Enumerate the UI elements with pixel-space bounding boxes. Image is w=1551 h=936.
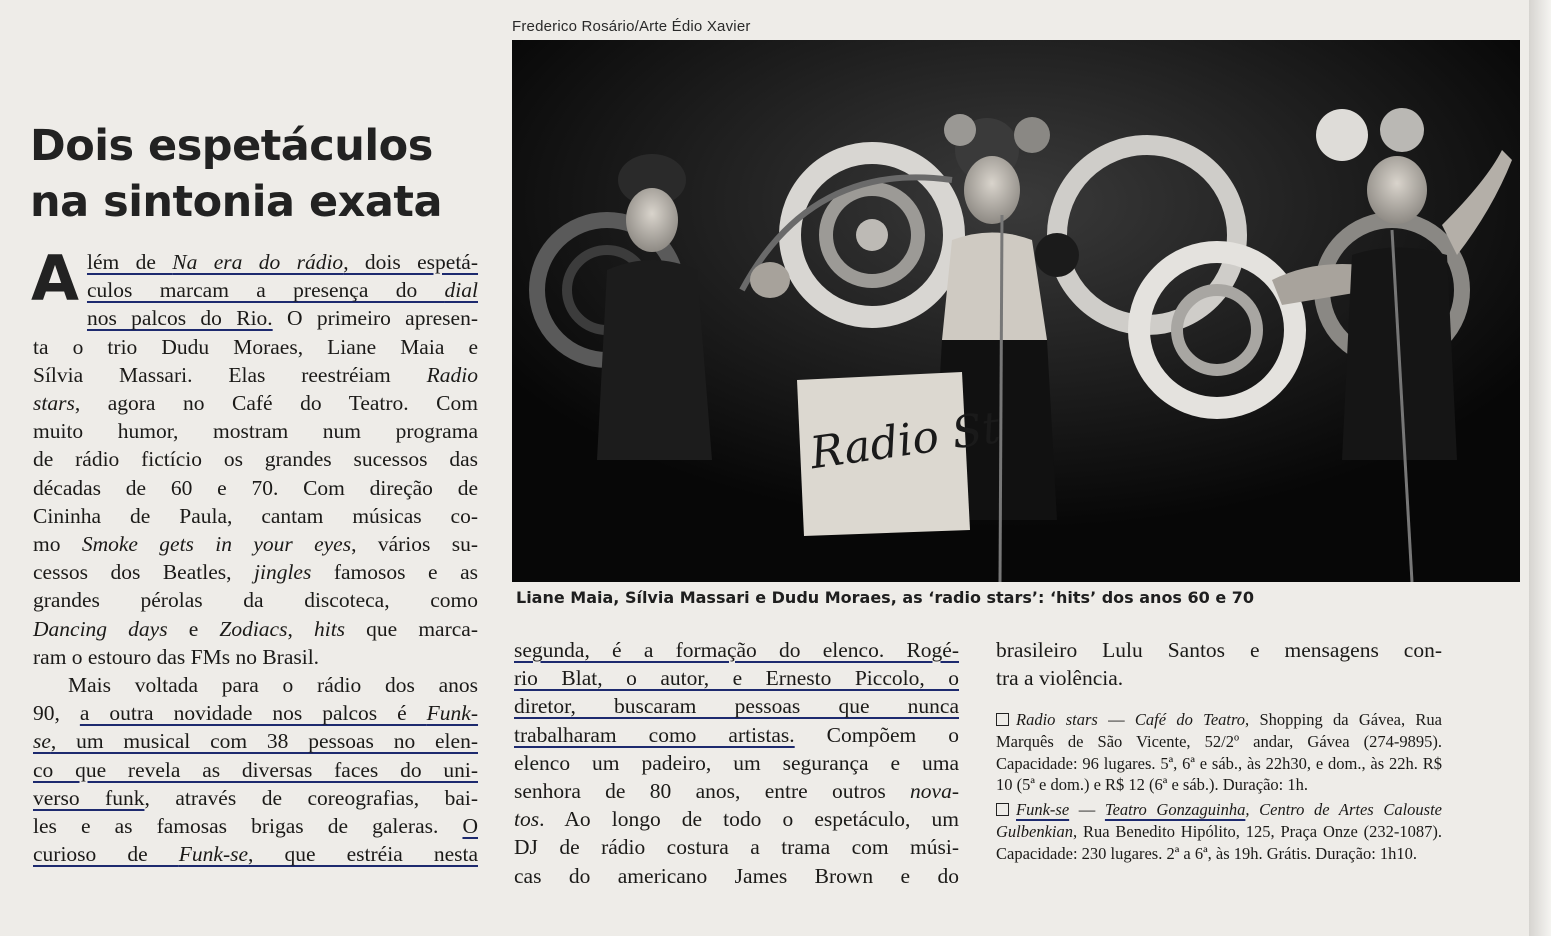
text-line: Mais voltada para o rádio dos anos	[68, 673, 478, 698]
text-line: brasileiro Lulu Santos e mensagens con-	[996, 638, 1442, 662]
show-listings	[996, 709, 1442, 868]
text-line: grandes pérolas da discoteca, como	[33, 588, 478, 613]
text-line: décadas de 60 e 70. Com direção de	[33, 475, 478, 500]
listing-title: Funk-se	[1016, 800, 1070, 820]
photo-caption: Liane Maia, Sílvia Massari e Dudu Moraes, as ‘radio stars’: ‘hits’ dos anos 60 e 70	[516, 588, 1255, 607]
text-line: co que revela as diversas faces do uni-	[33, 757, 478, 782]
listing-item: Funk-se — Teatro Gonzaguinha, Centro de Artes Calouste Gulbenkian, Rua Benedito Hipólito, 125, Praça Onze (232-1087). Capacidade: 230 lugares. 2ª a 6ª, às 19h. Grátis. Duração: 1h10.	[996, 800, 1442, 863]
text-line: se, um musical com 38 pessoas no elen-	[33, 729, 478, 754]
listing-details: , Rua Benedito Hipólito, 125, Praça Onze (232-1087). Capacidade: 230 lugares. 2ª a 6ª, às 19h. Grátis. Duração: 1h10.	[996, 821, 1442, 863]
page-edge	[1529, 0, 1551, 936]
checkbox-square-icon	[996, 803, 1009, 816]
text-line: tra a violência.	[996, 666, 1124, 691]
listing-details-italic: , Centro de Artes Calouste Gulbenkian	[996, 800, 1442, 841]
text-line: 90, a outra novidade nos palcos é Funk-	[33, 701, 479, 726]
text-line: Dancing days e Zodiacs, hits que marca-	[33, 616, 479, 641]
headline-line-2: na sintonia exata	[30, 177, 442, 227]
text-line: cessos dos Beatles, jingles famosos e as	[33, 560, 478, 585]
sign-text: Radio St	[807, 402, 1004, 480]
text-line: Cininha de Paula, cantam músicas co-	[33, 503, 478, 528]
stage-photo	[512, 40, 1520, 582]
text-line: tos. Ao longo de todo o espetáculo, um	[514, 807, 959, 832]
text-line: les e as famosas brigas de galeras. O	[33, 814, 478, 839]
text-line: curioso de Funk-se, que estréia nesta	[33, 842, 478, 867]
photo-credit: Frederico Rosário/Arte Édio Xavier	[512, 18, 751, 35]
text-line: culos marcam a presença do dial	[86, 278, 478, 303]
text-line: DJ de rádio costura a trama com músi-	[514, 835, 959, 860]
text-line: verso funk, através de coreografias, bai-	[33, 785, 478, 810]
checkbox-square-icon	[996, 713, 1009, 726]
text-line: mo Smoke gets in your eyes, vários su-	[33, 532, 479, 557]
listing-venue: Café do Teatro	[1134, 710, 1246, 729]
article-column-2	[514, 636, 959, 890]
text-line: senhora de 80 anos, entre outros nova-	[514, 779, 959, 804]
listing-venue: Teatro Gonzaguinha	[1104, 800, 1246, 820]
text-line: trabalharam como artistas. Compõem o	[514, 722, 959, 747]
text-line: ram o estouro das FMs no Brasil.	[33, 644, 320, 669]
text-line: de rádio fictício os grandes sucessos das	[33, 447, 478, 472]
drop-cap: A	[31, 242, 79, 315]
text-line: nos palcos do Rio. O primeiro apresen-	[86, 306, 478, 331]
text-line: rio Blat, o autor, e Ernesto Piccolo, o	[514, 666, 959, 691]
article-column-1	[31, 242, 479, 868]
article-column-3	[996, 636, 1442, 692]
text-line: stars, agora no Café do Teatro. Com	[33, 391, 478, 416]
stage-photo-image	[512, 40, 1520, 582]
listing-details: , Shopping da Gávea, Rua Marquês de São Vicente, 52/2º andar, Gávea (274-9895). Capacidade: 96 lugares. 5ª, 6ª e sáb., às 22h30, e dom., às 22h. R$ 10 (5ª e dom.) e R$ 12 (6ª e sáb.). Duração: 1h.	[996, 710, 1442, 795]
headline-line-1: Dois espetáculos	[30, 121, 433, 171]
text-line: Sílvia Massari. Elas reestréiam Radio	[33, 362, 478, 387]
listing-title: Radio stars	[1016, 710, 1098, 729]
text-line: segunda, é a formação do elenco. Rogé-	[514, 638, 959, 662]
text-line: cas do americano James Brown e do	[514, 863, 959, 888]
text-line: diretor, buscaram pessoas que nunca	[514, 694, 959, 719]
text-line: muito humor, mostram num programa	[33, 419, 478, 444]
text-line: ta o trio Dudu Moraes, Liane Maia e	[33, 334, 478, 359]
text-line: elenco um padeiro, um segurança e uma	[514, 750, 959, 775]
listing-item: Radio stars — Café do Teatro, Shopping da Gávea, Rua Marquês de São Vicente, 52/2º andar, Gávea (274-9895). Capacidade: 96 lugares. 5ª, 6ª e sáb., às 22h30, e dom., às 22h. R$ 10 (5ª e dom.) e R$ 12 (6ª e sáb.). Duração: 1h.	[996, 710, 1442, 795]
headline	[30, 118, 500, 230]
text-line: lém de Na era do rádio, dois espetá-	[86, 250, 479, 274]
